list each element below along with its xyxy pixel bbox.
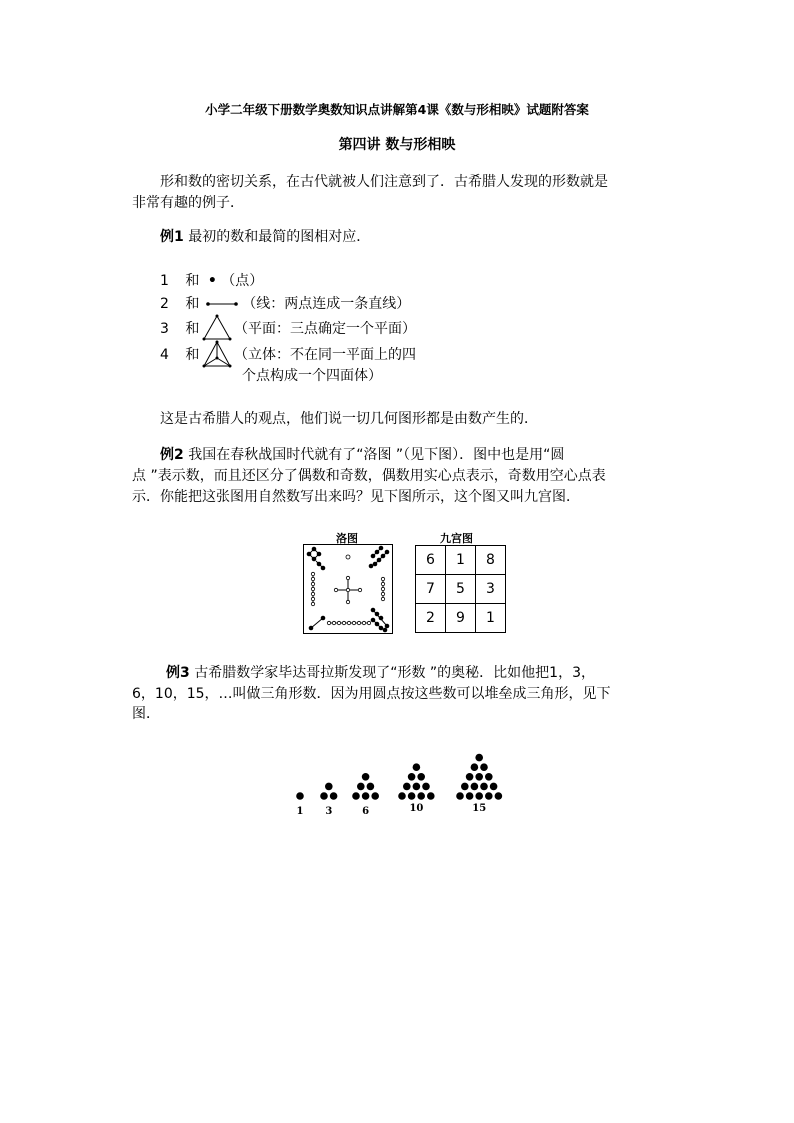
triangle-number-label: 6: [362, 806, 370, 817]
triangle-dot: [408, 792, 416, 800]
triangle-dot: [398, 792, 406, 800]
example3-line-2: 6，10，15，…叫做三角形数．因为用圆点按这些数可以堆垒成三角形，见下: [132, 686, 611, 702]
grid-cell: 6: [416, 546, 446, 575]
triangle-number-label: 3: [325, 806, 333, 817]
item-and: 和: [185, 273, 200, 289]
example2-label: 例2: [160, 447, 184, 463]
grid-cell: 8: [476, 546, 506, 575]
triangle-dot: [362, 773, 370, 781]
triangle-dot: [371, 792, 379, 800]
triangular-numbers-figure: [290, 740, 530, 822]
line-segment-icon: [206, 299, 238, 309]
grid-row: [416, 604, 506, 633]
triangle-dot: [466, 792, 474, 800]
item-number: 3: [160, 321, 169, 337]
example1-item-4-desc: （立体：不在同一平面上的四: [234, 347, 416, 363]
example2-line-1: [160, 444, 564, 466]
grid-cell: 3: [476, 575, 506, 604]
grid-cell: 5: [446, 575, 476, 604]
item-number: 1: [160, 273, 169, 289]
triangle-dot: [330, 792, 338, 800]
triangle-dot: [417, 773, 425, 781]
item-number: 2: [160, 296, 169, 312]
example2-line-2: 点 ”表示数，而且还区分了偶数和奇数，偶数用实心点表示，奇数用空心点表: [132, 468, 606, 484]
lecture-title: 第四讲 数与形相映: [338, 137, 456, 153]
triangle-dot: [403, 783, 411, 791]
grid-cell: 2: [416, 604, 446, 633]
example1-item-3: [160, 318, 199, 338]
triangle-dot: [461, 783, 469, 791]
example3-label: 例3: [166, 665, 190, 681]
item-desc: （点）: [221, 273, 264, 289]
example1-item-1: [160, 270, 263, 290]
item-number: 4: [160, 347, 169, 363]
example3-text-1: 古希腊数学家毕达哥拉斯发现了“形数 ”的奥秘．比如他把1，3，: [194, 665, 595, 681]
triangle-dot: [413, 783, 421, 791]
triangle-dot: [367, 783, 375, 791]
triangle-number-label: 15: [472, 803, 487, 814]
document-title: 小学二年级下册数学奥数知识点讲解第4课《数与形相映》试题附答案: [205, 102, 589, 117]
triangle-dot: [362, 792, 370, 800]
triangle-dot: [485, 773, 493, 781]
triangle-dot: [352, 792, 360, 800]
triangle-number-label: 10: [409, 803, 424, 814]
triangle-dot: [466, 773, 474, 781]
grid-row: [416, 575, 506, 604]
triangle-number-label: 1: [296, 806, 304, 817]
item-and: 和: [185, 296, 200, 312]
triangle-dot: [422, 783, 430, 791]
example2-line-3: 示．你能把这张图用自然数写出来吗？见下图所示，这个图又叫九宫图．: [132, 489, 580, 505]
triangle-plane-icon: [202, 314, 232, 341]
example1-item-4: [160, 344, 199, 364]
example3-line-1: [166, 662, 595, 684]
triangle-dot: [427, 792, 435, 800]
item-and: 和: [185, 347, 200, 363]
triangle-dot: [320, 792, 328, 800]
triangle-dot: [480, 783, 488, 791]
grid-cell: 9: [446, 604, 476, 633]
intro-line-1: 形和数的密切关系，在古代就被人们注意到了．古希腊人发现的形数就是: [160, 174, 608, 190]
triangle-dot: [475, 773, 483, 781]
luo-tu-title: 洛图: [336, 532, 358, 545]
point-icon: •: [207, 273, 217, 289]
item-desc: （线：两点连成一条直线）: [242, 296, 411, 312]
luo-tu-diagram: [303, 544, 393, 634]
item-and: 和: [185, 321, 200, 337]
example1-item-4-desc2: 个点构成一个四面体）: [242, 368, 382, 384]
example1-text: 最初的数和最简的图相对应．: [188, 229, 371, 245]
triangle-dot: [475, 792, 483, 800]
triangle-dot: [485, 792, 493, 800]
intro-line-2: 非常有趣的例子．: [132, 195, 244, 211]
triangle-dot: [408, 773, 416, 781]
triangle-dot: [417, 792, 425, 800]
example1-heading: [160, 226, 370, 248]
grid-cell: 1: [446, 546, 476, 575]
jiugong-title: 九宫图: [440, 532, 473, 545]
triangle-dot: [296, 792, 304, 800]
triangle-dot: [471, 763, 479, 771]
example1-item-3-desc: （平面：三点确定一个平面）: [234, 321, 416, 337]
triangle-dot: [357, 783, 365, 791]
triangle-dot: [480, 763, 488, 771]
triangle-dot: [495, 792, 503, 800]
triangle-dot: [325, 783, 333, 791]
triangle-dot: [413, 763, 421, 771]
triangle-dot: [490, 783, 498, 791]
triangle-dot: [475, 754, 483, 762]
example1-item-2: [160, 293, 410, 313]
example1-label: 例1: [160, 229, 184, 245]
grid-row: [416, 546, 506, 575]
grid-cell: 7: [416, 575, 446, 604]
jiugong-grid: [415, 545, 506, 633]
grid-cell: 1: [476, 604, 506, 633]
example1-conclusion: 这是古希腊人的观点，他们说一切几何图形都是由数产生的．: [160, 411, 538, 427]
triangle-dot: [456, 792, 464, 800]
triangle-dot: [471, 783, 479, 791]
example2-text-1: 我国在春秋战国时代就有了“洛图 ”（见下图）．图中也是用“圆: [188, 447, 565, 463]
example3-line-3: 图．: [132, 706, 160, 722]
tetrahedron-icon: [202, 340, 232, 368]
